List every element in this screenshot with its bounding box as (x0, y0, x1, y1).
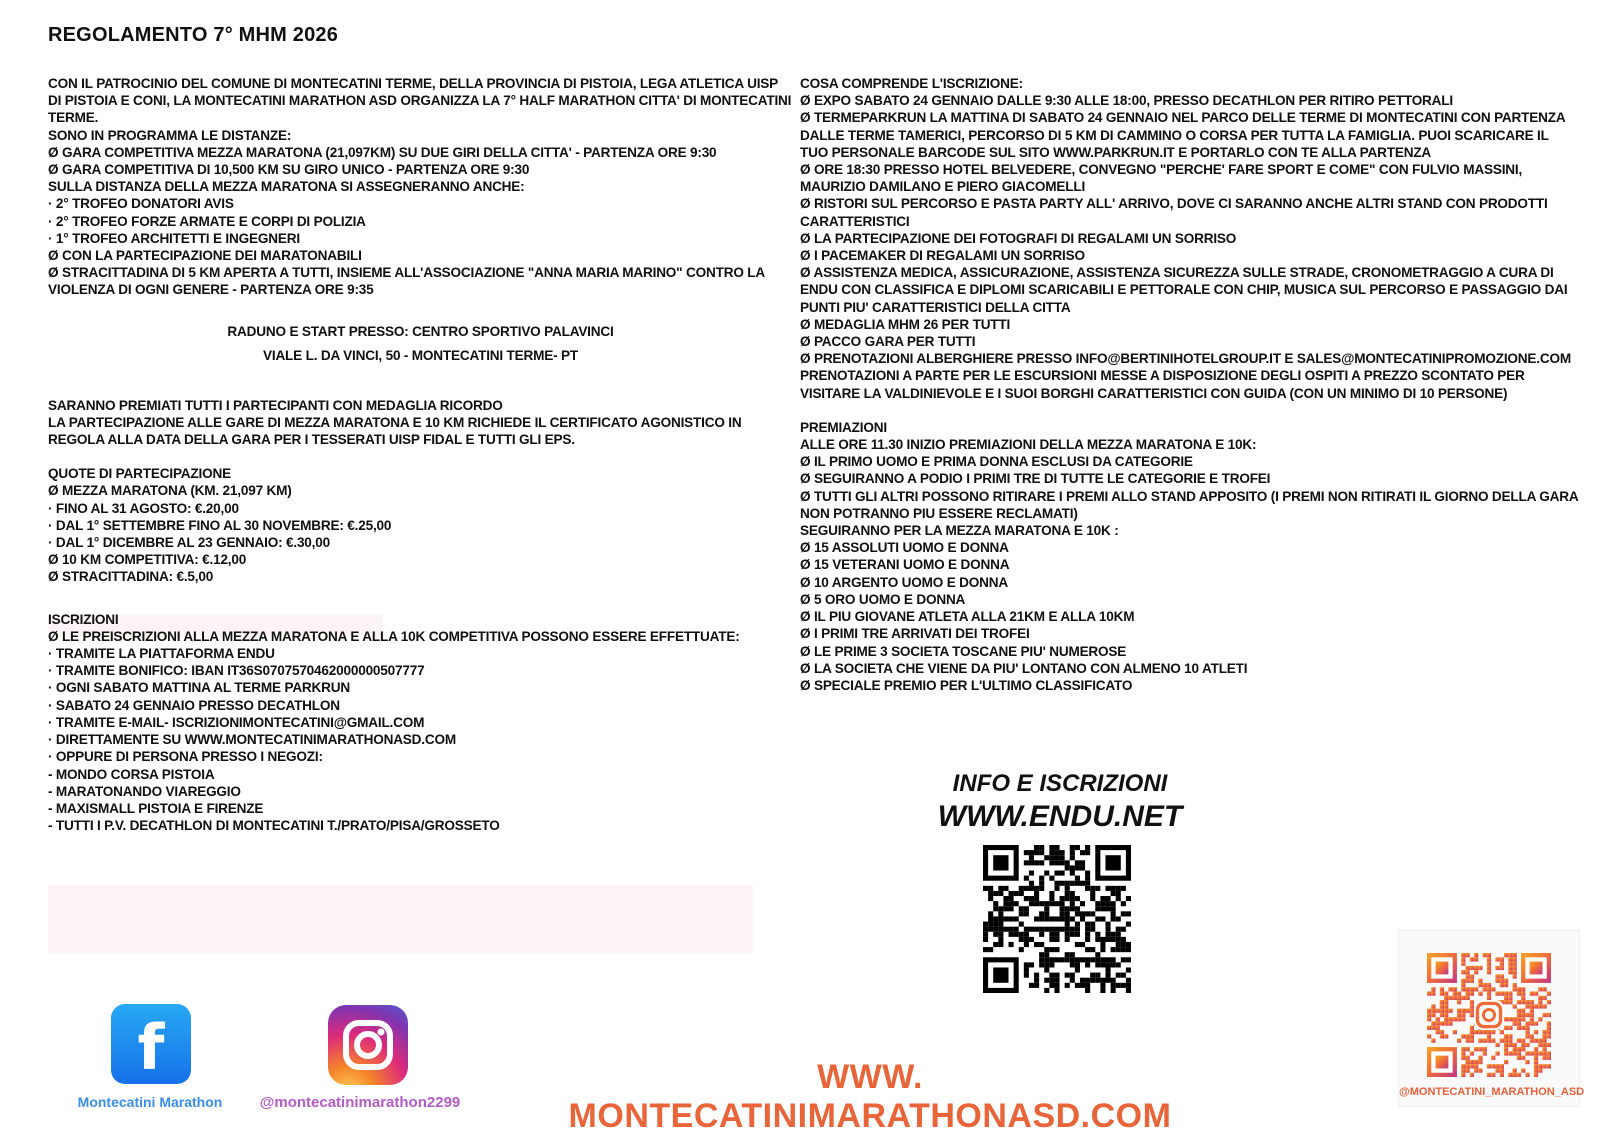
text-line: · TRAMITE E-MAIL- ISCRIZIONIMONTECATINI@GMAIL.COM (48, 714, 425, 730)
text-line: Ø PRENOTAZIONI ALBERGHIERE PRESSO INFO@BERTINIHOTELGROUP.IT E SALES@MONTECATINIPROMOZIONE.COM (800, 351, 1571, 367)
facebook-icon[interactable]: f (111, 1004, 191, 1084)
text-line: Ø GARA COMPETITIVA DI 10,500 KM SU GIRO UNICO - PARTENZA ORE 9:30 (48, 162, 530, 178)
info-title: INFO E ISCRIZIONI (952, 770, 1168, 797)
text-line: VIALE L. DA VINCI, 50 - MONTECATINI TERME- PT (263, 347, 578, 363)
text-line: Ø LE PRIME 3 SOCIETA TOSCANE PIU' NUMEROSE (800, 643, 1127, 659)
text-line: Ø PACCO GARA PER TUTTI (800, 334, 976, 350)
text-line: · 2° TROFEO FORZE ARMATE E CORPI DI POLIZIA (48, 213, 366, 229)
instagram-glyph-icon (328, 1005, 408, 1085)
facebook-label[interactable]: Montecatini Marathon (77, 1094, 223, 1110)
text-line: · DAL 1° DICEMBRE AL 23 GENNAIO: €.30,00 (48, 535, 330, 551)
text-line: Ø IL PRIMO UOMO E PRIMA DONNA ESCLUSI DA CATEGORIE (800, 454, 1193, 470)
qr-code-icon (983, 845, 1131, 993)
faded-background-box (48, 885, 753, 953)
text-line: COSA COMPRENDE L'ISCRIZIONE: (800, 76, 1023, 91)
text-line: CON IL PATROCINIO DEL COMUNE DI MONTECATINI TERME, DELLA PROVINCIA DI PISTOIA, LEGA ATLETICA UISP DI PISTOIA E CONI, LA MONTECATINI MARATHON ASD ORGANIZZA LA 7° HALF MARATHON CITTA' DI MONTECATINI TERME. (48, 76, 792, 126)
right-column (800, 75, 1580, 694)
endu-link[interactable]: WWW.ENDU.NET (937, 800, 1183, 833)
text-line: Ø GARA COMPETITIVA MEZZA MARATONA (21,097KM) SU DUE GIRI DELLA CITTA' - PARTENZA ORE 9:30 (48, 144, 717, 160)
text-line: Ø STRACITTADINA: €.5,00 (48, 569, 214, 585)
raduno-block (48, 316, 793, 372)
text-line: Ø LA SOCIETA CHE VIENE DA PIU' LONTANO CON ALMENO 10 ATLETI (800, 660, 1248, 676)
text-line: - MAXISMALL PISTOIA E FIRENZE (48, 800, 264, 816)
website-link[interactable]: WWW. MONTECATINIMARATHONASD.COM (568, 1058, 1172, 1135)
text-line: · TRAMITE LA PIATTAFORMA ENDU (48, 646, 275, 662)
text-line: Ø TERMEPARKRUN LA MATTINA DI SABATO 24 GENNAIO NEL PARCO DELLE TERME DI MONTECATINI CON PARTENZA DALLE TERME TAMERICI, PERCORSO DI 5 KM DI CAMMINO O CORSA PER TUTTA LA FAMIGLIA. PUOI SCARICARE IL TUO PERSONALE BARCODE SUL SITO WWW.PARKRUN.IT E PORTARLO CON TE ALLA PARTENZA (800, 110, 1565, 160)
text-line: PREMIAZIONI (800, 419, 887, 435)
premiati-block (48, 397, 793, 449)
text-line: Ø CON LA PARTECIPAZIONE DEI MARATONABILI (48, 248, 362, 264)
text-line: - TUTTI I P.V. DECATHLON DI MONTECATINI T./PRATO/PISA/GROSSETO (48, 818, 500, 834)
text-line: Ø STRACITTADINA DI 5 KM APERTA A TUTTI, INSIEME ALL'ASSOCIAZIONE "ANNA MARIA MARINO" CONTRO LA VIOLENZA DI OGNI GENERE - PARTENZA ORE 9:35 (48, 265, 765, 298)
text-line: Ø SPECIALE PREMIO PER L'ULTIMO CLASSIFICATO (800, 677, 1133, 693)
text-line: - MONDO CORSA PISTOIA (48, 766, 215, 782)
quote-block (48, 465, 793, 585)
iscrizioni-block (48, 611, 793, 835)
instagram-qr-card[interactable] (1398, 930, 1585, 1107)
text-line: · SABATO 24 GENNAIO PRESSO DECATHLON (48, 697, 340, 713)
instagram-qr-icon (1427, 953, 1551, 1077)
text-line: ALLE ORE 11.30 INIZIO PREMIAZIONI DELLA MEZZA MARATONA E 10K: (800, 437, 1257, 453)
text-line: Ø MEDAGLIA MHM 26 PER TUTTI (800, 316, 1011, 332)
text-line: · OPPURE DI PERSONA PRESSO I NEGOZI: (48, 749, 323, 765)
text-line: - MARATONANDO VIAREGGIO (48, 783, 241, 799)
instagram-label[interactable]: @montecatinimarathon2299 (259, 1094, 461, 1111)
left-column (48, 75, 793, 834)
text-line: · 2° TROFEO DONATORI AVIS (48, 196, 234, 212)
text-line: PRENOTAZIONI A PARTE PER LE ESCURSIONI MESSE A DISPOSIZIONE DEGLI OSPITI A PREZZO SCONTATO PER VISITARE LA VALDINIEVOLE E I SUOI BORGHI CARATTERISTICI CON GUIDA (CON UN MINIMO DI 10 PERSONE) (800, 368, 1525, 401)
text-line: Ø ASSISTENZA MEDICA, ASSICURAZIONE, ASSISTENZA SICUREZZA SULLE STRADE, CRONOMETRAGGIO A CURA DI ENDU CON CLASSIFICA E DIPLOMI SCARICABILI E PETTORALE CON CHIP, MUSICA SUL PERCORSO E PASSAGGIO DAI PUNTI PIU' CARATTERISTICI DELLA CITTA (800, 265, 1568, 315)
text-line: Ø 10 ARGENTO UOMO E DONNA (800, 574, 1008, 590)
text-line: Ø 5 ORO UOMO E DONNA (800, 591, 966, 607)
intro-block (48, 75, 793, 299)
text-line: Ø LE PREISCRIZIONI ALLA MEZZA MARATONA E ALLA 10K COMPETITIVA POSSONO ESSERE EFFETTUATE: (48, 628, 740, 644)
text-line: · OGNI SABATO MATTINA AL TERME PARKRUN (48, 680, 351, 696)
text-line: Ø SEGUIRANNO A PODIO I PRIMI TRE DI TUTTE LE CATEGORIE E TROFEI (800, 471, 1271, 487)
text-line: SONO IN PROGRAMMA LE DISTANZE: (48, 127, 292, 143)
text-line: Ø I PACEMAKER DI REGALAMI UN SORRISO (800, 248, 1085, 264)
text-line: · TRAMITE BONIFICO: IBAN IT36S0707570462000000507777 (48, 663, 425, 679)
text-line: ISCRIZIONI (48, 611, 119, 627)
text-line: SULLA DISTANZA DELLA MEZZA MARATONA SI ASSEGNERANNO ANCHE: (48, 179, 525, 195)
instagram-icon[interactable] (328, 1005, 408, 1085)
text-line: SEGUIRANNO PER LA MEZZA MARATONA E 10K : (800, 523, 1119, 539)
text-line: Ø EXPO SABATO 24 GENNAIO DALLE 9:30 ALLE 18:00, PRESSO DECATHLON PER RITIRO PETTORALI (800, 93, 1453, 109)
text-line: Ø TUTTI GLI ALTRI POSSONO RITIRARE I PREMI ALLO STAND APPOSITO (I PREMI NON RITIRATI IL GIORNO DELLA GARA NON POTRANNO PIU ESSERE RECLAMATI) (800, 488, 1579, 521)
text-line: Ø I PRIMI TRE ARRIVATI DEI TROFEI (800, 626, 1030, 642)
text-line: Ø 15 ASSOLUTI UOMO E DONNA (800, 540, 1009, 556)
text-line: · 1° TROFEO ARCHITETTI E INGEGNERI (48, 230, 300, 246)
premiazioni-block (800, 419, 1580, 694)
text-line: Ø LA PARTECIPAZIONE DEI FOTOGRAFI DI REGALAMI UN SORRISO (800, 230, 1237, 246)
text-line: · FINO AL 31 AGOSTO: €.20,00 (48, 500, 239, 516)
text-line: Ø RISTORI SUL PERCORSO E PASTA PARTY ALL' ARRIVO, DOVE CI SARANNO ANCHE ALTRI STAND CON PRODOTTI CARATTERISTICI (800, 196, 1548, 229)
text-line: · DIRETTAMENTE SU WWW.MONTECATINIMARATHONASD.COM (48, 732, 456, 748)
comprende-block (800, 75, 1580, 402)
instagram-qr-label: @MONTECATINI_MARATHON_ASD (1399, 1086, 1585, 1098)
page-title: REGOLAMENTO 7° MHM 2026 (48, 24, 339, 46)
text-line: · DAL 1° SETTEMBRE FINO AL 30 NOVEMBRE: €.25,00 (48, 517, 392, 533)
text-line: Ø ORE 18:30 PRESSO HOTEL BELVEDERE, CONVEGNO "PERCHE' FARE SPORT E COME" CON FULVIO MASSINI, MAURIZIO DAMILANO E PIERO GIACOMELLI (800, 162, 1523, 195)
text-line: RADUNO E START PRESSO: CENTRO SPORTIVO PALAVINCI (227, 323, 614, 339)
text-line: SARANNO PREMIATI TUTTI I PARTECIPANTI CON MEDAGLIA RICORDO (48, 397, 503, 413)
text-line: Ø IL PIU GIOVANE ATLETA ALLA 21KM E ALLA 10KM (800, 609, 1135, 625)
text-line: Ø 15 VETERANI UOMO E DONNA (800, 557, 1010, 573)
text-line: Ø 10 KM COMPETITIVA: €.12,00 (48, 552, 247, 568)
text-line: LA PARTECIPAZIONE ALLE GARE DI MEZZA MARATONA E 10 KM RICHIEDE IL CERTIFICATO AGONISTICO IN REGOLA ALLA DATA DELLA GARA PER I TESSERATI UISP FIDAL E TUTTI GLI EPS. (48, 414, 742, 448)
text-line: QUOTE DI PARTECIPAZIONE (48, 466, 231, 482)
text-line: Ø MEZZA MARATONA (KM. 21,097 KM) (48, 483, 292, 499)
